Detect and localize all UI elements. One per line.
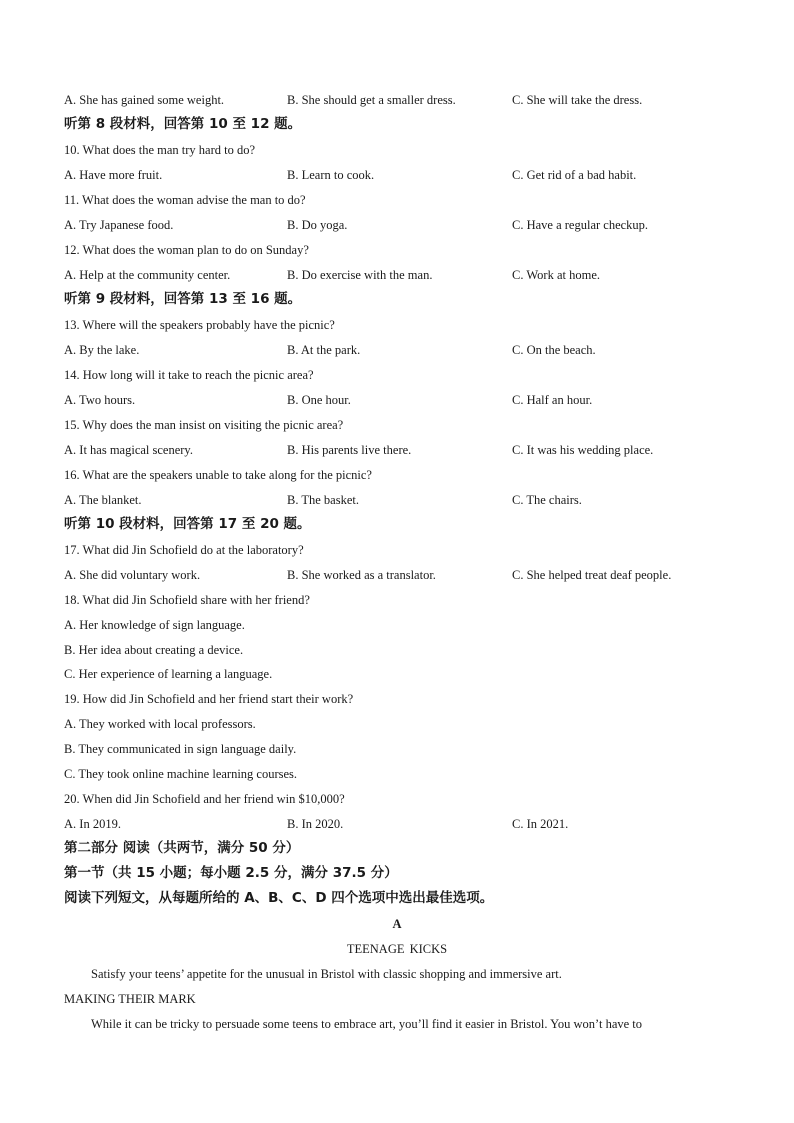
passage-title: TEENAGE KICKS [346, 942, 448, 956]
question-16: 16. What are the speakers unable to take along for the picnic? [64, 468, 372, 482]
option-a: A. Her knowledge of sign language. [64, 618, 245, 632]
option-b: B. They communicated in sign language daily. [64, 742, 297, 756]
option-b: B. The basket. [287, 493, 359, 507]
passage-subheading: MAKING THEIR MARK [64, 992, 196, 1006]
option-a: A. In 2019. [64, 817, 121, 831]
question-20: 20. When did Jin Schofield and her friend win $10,000? [64, 792, 345, 806]
option-c: C. Get rid of a bad habit. [512, 168, 637, 182]
option-c: C. On the beach. [512, 343, 596, 357]
section-one-heading: 第一节（共 15 小题；每小题 2.5 分，满分 37.5 分） [64, 865, 398, 881]
option-c: C. Half an hour. [512, 393, 593, 407]
section-heading-8: 听第 8 段材料，回答第 10 至 12 题。 [64, 116, 302, 132]
option-a: A. It has magical scenery. [64, 443, 193, 457]
option-b: B. She worked as a translator. [287, 568, 436, 582]
passage-paragraph: While it can be tricky to persuade some teens to embrace art, you’ll find it easier in Bristol. You won’t have to [91, 1017, 643, 1031]
section-heading-9: 听第 9 段材料，回答第 13 至 16 题。 [64, 291, 302, 307]
option-b: B. His parents live there. [287, 443, 412, 457]
option-b: B. One hour. [287, 393, 351, 407]
option-c: C. It was his wedding place. [512, 443, 654, 457]
option-c: C. Work at home. [512, 268, 600, 282]
question-13: 13. Where will the speakers probably have the picnic? [64, 318, 335, 332]
option-c: C. Her experience of learning a language. [64, 667, 273, 681]
question-18: 18. What did Jin Schofield share with her friend? [64, 593, 310, 607]
option-a: A. By the lake. [64, 343, 140, 357]
option-a: A. She has gained some weight. [64, 93, 225, 107]
question-10: 10. What does the man try hard to do? [64, 143, 256, 157]
question-19: 19. How did Jin Schofield and her friend start their work? [64, 692, 354, 706]
question-17: 17. What did Jin Schofield do at the laboratory? [64, 543, 304, 557]
question-11: 11. What does the woman advise the man to do? [64, 193, 306, 207]
option-b: B. Do yoga. [287, 218, 348, 232]
option-b: B. Her idea about creating a device. [64, 643, 244, 657]
option-a: A. Help at the community center. [64, 268, 231, 282]
question-12: 12. What does the woman plan to do on Sunday? [64, 243, 309, 257]
option-c: C. She helped treat deaf people. [512, 568, 672, 582]
passage-intro: Satisfy your teens’ appetite for the unusual in Bristol with classic shopping and immersive art. [91, 967, 562, 981]
option-b: B. At the park. [287, 343, 361, 357]
part-two-heading: 第二部分 阅读（共两节，满分 50 分） [64, 840, 300, 856]
option-b: B. She should get a smaller dress. [287, 93, 456, 107]
option-a: A. The blanket. [64, 493, 142, 507]
option-a: A. She did voluntary work. [64, 568, 201, 582]
option-c: C. She will take the dress. [512, 93, 643, 107]
option-c: C. They took online machine learning courses. [64, 767, 298, 781]
option-c: C. The chairs. [512, 493, 582, 507]
option-a: A. Try Japanese food. [64, 218, 174, 232]
option-c: C. Have a regular checkup. [512, 218, 649, 232]
reading-instruction: 阅读下列短文，从每题所给的 A、B、C、D 四个选项中选出最佳选项。 [64, 890, 494, 906]
option-a: A. Two hours. [64, 393, 136, 407]
option-c: C. In 2021. [512, 817, 569, 831]
question-15: 15. Why does the man insist on visiting the picnic area? [64, 418, 344, 432]
passage-letter: A [392, 917, 402, 931]
section-heading-10: 听第 10 段材料，回答第 17 至 20 题。 [64, 516, 311, 532]
option-b: B. In 2020. [287, 817, 344, 831]
question-14: 14. How long will it take to reach the picnic area? [64, 368, 314, 382]
option-a: A. They worked with local professors. [64, 717, 256, 731]
option-b: B. Do exercise with the man. [287, 268, 433, 282]
option-a: A. Have more fruit. [64, 168, 163, 182]
option-b: B. Learn to cook. [287, 168, 375, 182]
